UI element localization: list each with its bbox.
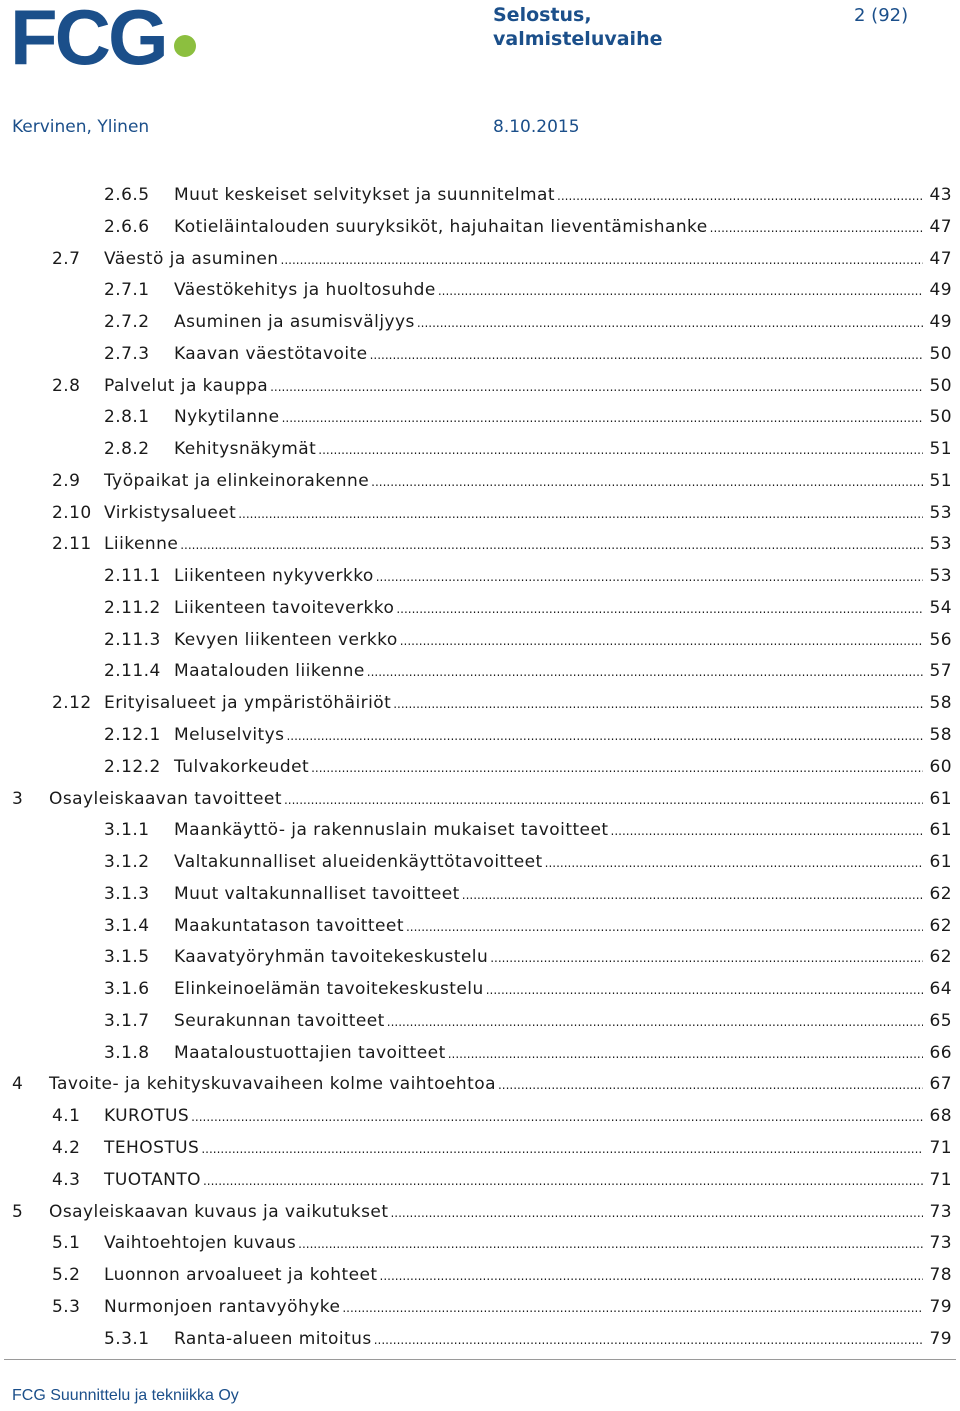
toc-entry-number: 5.1 [52, 1233, 81, 1254]
toc-entry-number: 3.1.6 [104, 979, 150, 1000]
toc-entry[interactable] [0, 1006, 960, 1038]
toc-entry-body [49, 788, 952, 811]
toc-entry-title: Luonnon arvoalueet ja kohteet [104, 1265, 378, 1286]
toc-dot-leader [710, 217, 924, 239]
toc-entry[interactable] [0, 1069, 960, 1101]
toc-dot-leader [390, 1202, 923, 1224]
toc-entry-title: Maataloustuottajien tavoitteet [174, 1042, 446, 1063]
toc-entry-number: 4.1 [52, 1106, 81, 1127]
toc-entry-page: 61 [929, 852, 952, 873]
toc-entry-page: 58 [929, 693, 952, 714]
toc-entry-body [104, 1296, 952, 1319]
toc-entry[interactable] [0, 1324, 960, 1356]
toc-entry-page: 62 [929, 915, 952, 936]
toc-entry-body [174, 216, 952, 239]
toc-dot-leader [438, 280, 924, 302]
toc-entry-body [104, 470, 952, 493]
toc-entry[interactable] [0, 434, 960, 466]
toc-entry-body [174, 406, 952, 429]
toc-entry-number: 2.6.5 [104, 185, 150, 205]
toc-dot-leader [284, 789, 924, 811]
toc-entry[interactable] [0, 402, 960, 434]
toc-entry-page: 43 [929, 185, 952, 205]
toc-entry[interactable] [0, 1133, 960, 1165]
toc-dot-leader [611, 820, 924, 842]
toc-entry-number: 4.3 [52, 1169, 81, 1190]
toc-entry-number: 2.7.2 [104, 312, 150, 333]
toc-entry-title: Muut valtakunnalliset tavoitteet [174, 883, 460, 904]
toc-entry-title: Asuminen ja asumisväljyys [174, 312, 415, 333]
toc-dot-leader [545, 852, 924, 874]
toc-entry-page: 64 [929, 979, 952, 1000]
toc-entry-number: 3.1.8 [104, 1042, 150, 1063]
toc-dot-leader [376, 566, 924, 588]
toc-entry-page: 61 [929, 820, 952, 841]
toc-entry-number: 2.11.4 [104, 661, 161, 682]
toc-dot-leader [298, 1233, 923, 1255]
toc-entry-number: 2.12.2 [104, 756, 161, 777]
toc-entry[interactable] [0, 307, 960, 339]
toc-entry-page: 67 [929, 1074, 952, 1095]
toc-entry-body [174, 883, 952, 906]
toc-entry-body [104, 502, 952, 525]
toc-entry-page: 57 [929, 661, 952, 682]
toc-entry-title: Nurmonjoen rantavyöhyke [104, 1296, 341, 1317]
toc-dot-leader [201, 1138, 923, 1160]
toc-entry-page: 79 [929, 1328, 952, 1349]
toc-entry-page: 47 [929, 216, 952, 237]
toc-entry-number: 4 [12, 1074, 24, 1095]
toc-entry-title: Liikenne [104, 534, 179, 555]
toc-entry-number: 2.6.6 [104, 216, 150, 237]
footer-divider [4, 1359, 956, 1360]
toc-entry[interactable] [0, 656, 960, 688]
toc-entry-number: 2.11.1 [104, 566, 161, 587]
toc-dot-leader [380, 1265, 924, 1287]
footer-company-name: FCG Suunnittelu ja tekniikka Oy [12, 1387, 239, 1404]
toc-entry-number: 5 [12, 1201, 24, 1222]
toc-entry[interactable] [0, 784, 960, 816]
toc-dot-leader [282, 407, 924, 429]
toc-dot-leader [406, 916, 923, 938]
toc-entry-title: Palvelut ja kauppa [104, 375, 269, 396]
toc-dot-leader [270, 376, 923, 398]
document-title: Selostus, valmisteluvaihe [493, 4, 663, 50]
toc-entry-page: 60 [929, 756, 952, 777]
toc-entry-number: 5.2 [52, 1265, 81, 1286]
toc-entry[interactable] [0, 212, 960, 244]
toc-entry-title: Ranta-alueen mitoitus [174, 1328, 372, 1349]
toc-entry-page: 53 [929, 502, 952, 523]
toc-dot-leader [490, 947, 923, 969]
toc-entry[interactable] [0, 244, 960, 276]
toc-entry-page: 50 [929, 375, 952, 396]
toc-entry[interactable] [0, 498, 960, 530]
toc-entry-title: Nykytilanne [174, 407, 280, 428]
toc-entry-page: 49 [929, 312, 952, 333]
toc-entry-page: 47 [929, 248, 952, 269]
toc-dot-leader [203, 1170, 923, 1192]
toc-dot-leader [387, 1011, 924, 1033]
toc-entry-body [104, 533, 952, 556]
toc-entry-number: 2.7.3 [104, 343, 150, 364]
toc-entry[interactable] [0, 720, 960, 752]
toc-entry-title: Maatalouden liikenne [174, 661, 365, 682]
toc-entry-body [174, 946, 952, 969]
toc-entry-page: 53 [929, 566, 952, 587]
toc-dot-leader [238, 503, 923, 525]
toc-entry-number: 5.3.1 [104, 1328, 150, 1349]
toc-entry[interactable] [0, 1197, 960, 1229]
toc-entry-number: 3 [12, 788, 24, 809]
toc-entry[interactable] [0, 593, 960, 625]
toc-entry-title: Kotieläintalouden suuryksiköt, hajuhaitan lieventämishanke [174, 216, 708, 237]
toc-entry-title: Elinkeinoelämän tavoitekeskustelu [174, 979, 484, 1000]
toc-entry[interactable] [0, 339, 960, 371]
toc-entry-number: 2.8.1 [104, 407, 150, 428]
toc-entry-body [174, 819, 952, 842]
toc-entry[interactable] [0, 561, 960, 593]
toc-entry-title: Kaavan väestötavoite [174, 343, 368, 364]
toc-entry-title: Valtakunnalliset alueidenkäyttötavoitteet [174, 852, 543, 873]
toc-entry-body [104, 1169, 952, 1192]
toc-entry-body [174, 279, 952, 302]
page-number: 2 (92) [854, 5, 909, 26]
toc-entry-number: 2.10 [52, 502, 92, 523]
toc-entry-body [104, 375, 952, 398]
fcg-logo [10, 0, 200, 70]
fcg-logo-dot [174, 35, 196, 57]
document-date: 8.10.2015 [493, 117, 580, 137]
toc-entry-body [174, 597, 952, 620]
toc-entry-title: TUOTANTO [104, 1169, 201, 1190]
toc-entry-body [174, 1010, 952, 1033]
toc-entry-body [174, 978, 952, 1001]
toc-entry[interactable] [0, 371, 960, 403]
toc-dot-leader [342, 1297, 923, 1319]
toc-entry-number: 2.8 [52, 375, 81, 396]
toc-entry-page: 73 [929, 1201, 952, 1222]
toc-entry-title: Kevyen liikenteen verkko [174, 629, 398, 650]
toc-entry-page: 66 [929, 1042, 952, 1063]
toc-dot-leader [367, 661, 924, 683]
toc-entry-number: 5.3 [52, 1296, 81, 1317]
toc-entry-page: 58 [929, 725, 952, 746]
toc-entry-page: 78 [929, 1265, 952, 1286]
toc-entry-title: Työpaikat ja elinkeinorakenne [104, 470, 370, 491]
toc-entry-page: 62 [929, 883, 952, 904]
toc-entry-number: 3.1.5 [104, 947, 150, 968]
toc-entry-body [49, 1201, 952, 1224]
toc-dot-leader [400, 630, 924, 652]
toc-entry[interactable] [0, 1292, 960, 1324]
toc-dot-leader [498, 1074, 924, 1096]
toc-entry[interactable] [0, 625, 960, 657]
toc-entry-number: 2.7.1 [104, 280, 150, 301]
toc-entry-page: 68 [929, 1106, 952, 1127]
toc-entry[interactable] [0, 1260, 960, 1292]
toc-dot-leader [191, 1106, 923, 1128]
toc-dot-leader [180, 534, 923, 556]
toc-entry-body [174, 343, 952, 366]
toc-entry-number: 2.12.1 [104, 725, 161, 746]
toc-entry[interactable] [0, 815, 960, 847]
toc-entry-body [174, 660, 952, 683]
toc-entry[interactable] [0, 1165, 960, 1197]
toc-entry-title: Maankäyttö- ja rakennuslain mukaiset tavoitteet [174, 820, 609, 841]
toc-dot-leader [374, 1329, 924, 1351]
toc-entry-page: 62 [929, 947, 952, 968]
toc-entry-title: Meluselvitys [174, 725, 285, 746]
toc-entry-title: KUROTUS [104, 1106, 190, 1127]
toc-entry-page: 53 [929, 534, 952, 555]
toc-dot-leader [318, 439, 923, 461]
toc-entry-page: 51 [929, 439, 952, 460]
toc-entry-body [104, 692, 952, 715]
table-of-contents [0, 180, 960, 1355]
toc-entry-title: Erityisalueet ja ympäristöhäiriöt [104, 693, 392, 714]
toc-entry-page: 49 [929, 280, 952, 301]
toc-entry-body [174, 724, 952, 747]
toc-dot-leader [370, 344, 924, 366]
toc-entry-number: 3.1.7 [104, 1010, 150, 1031]
toc-entry-number: 3.1.2 [104, 852, 150, 873]
toc-dot-leader [486, 979, 924, 1001]
toc-entry-number: 2.7 [52, 248, 81, 269]
toc-entry-title: Liikenteen nykyverkko [174, 566, 374, 587]
document-authors: Kervinen, Ylinen [12, 117, 150, 137]
toc-entry[interactable] [0, 879, 960, 911]
toc-entry-number: 4.2 [52, 1137, 81, 1158]
toc-entry-number: 2.12 [52, 693, 92, 714]
toc-entry-title: Virkistysalueet [104, 502, 237, 523]
toc-entry-body [174, 1328, 952, 1351]
toc-entry-number: 2.8.2 [104, 439, 150, 460]
toc-entry-title: Muut keskeiset selvitykset ja suunnitelmat [174, 185, 556, 205]
toc-dot-leader [371, 471, 923, 493]
toc-entry-body [174, 629, 952, 652]
toc-dot-leader [417, 312, 924, 334]
toc-entry-number: 2.11.2 [104, 597, 161, 618]
toc-entry-title: Kaavatyöryhmän tavoitekeskustelu [174, 947, 489, 968]
toc-entry-page: 50 [929, 343, 952, 364]
toc-entry-title: Väestökehitys ja huoltosuhde [174, 280, 436, 301]
toc-entry-body [104, 248, 952, 271]
toc-entry[interactable] [0, 180, 960, 212]
toc-entry-title: Osayleiskaavan kuvaus ja vaikutukset [49, 1201, 389, 1222]
toc-entry-number: 3.1.4 [104, 915, 150, 936]
toc-dot-leader [393, 693, 923, 715]
toc-entry-number: 2.11 [52, 534, 92, 555]
toc-entry[interactable] [0, 275, 960, 307]
toc-entry-number: 3.1.3 [104, 883, 150, 904]
toc-entry-page: 54 [929, 597, 952, 618]
toc-entry-page: 71 [929, 1169, 952, 1190]
toc-entry-body [104, 1105, 952, 1128]
toc-entry-title: Vaihtoehtojen kuvaus [104, 1233, 297, 1254]
toc-entry-body [174, 438, 952, 461]
toc-entry-body [49, 1073, 952, 1096]
toc-dot-leader [311, 757, 923, 779]
toc-entry-body [104, 1264, 952, 1287]
toc-dot-leader [557, 185, 923, 207]
toc-entry-title: Tavoite- ja kehityskuvavaiheen kolme vaihtoehtoa [49, 1074, 496, 1095]
toc-entry-page: 73 [929, 1233, 952, 1254]
toc-entry-body [104, 1137, 952, 1160]
toc-entry-number: 2.9 [52, 470, 81, 491]
toc-entry[interactable] [0, 942, 960, 974]
toc-entry-body [174, 1042, 952, 1065]
toc-entry[interactable] [0, 1228, 960, 1260]
toc-entry-number: 2.11.3 [104, 629, 161, 650]
toc-entry-title: Väestö ja asuminen [104, 248, 279, 269]
toc-entry-body [174, 756, 952, 779]
toc-entry-title: Osayleiskaavan tavoitteet [49, 788, 282, 809]
toc-entry-body [174, 565, 952, 588]
toc-entry-page: 50 [929, 407, 952, 428]
toc-dot-leader [396, 598, 923, 620]
toc-entry-title: Liikenteen tavoiteverkko [174, 597, 395, 618]
toc-entry[interactable] [0, 911, 960, 943]
toc-entry[interactable] [0, 688, 960, 720]
toc-dot-leader [448, 1043, 924, 1065]
toc-entry-title: Maakuntatason tavoitteet [174, 915, 404, 936]
toc-entry[interactable] [0, 529, 960, 561]
toc-entry[interactable] [0, 752, 960, 784]
toc-entry-title: TEHOSTUS [104, 1137, 200, 1158]
toc-entry[interactable] [0, 1038, 960, 1070]
toc-entry-body [104, 1232, 952, 1255]
toc-entry-number: 3.1.1 [104, 820, 150, 841]
toc-entry-body [174, 311, 952, 334]
toc-entry-page: 71 [929, 1137, 952, 1158]
toc-dot-leader [286, 725, 923, 747]
toc-entry-page: 56 [929, 629, 952, 650]
toc-entry-title: Kehitysnäkymät [174, 439, 317, 460]
toc-entry-body [174, 184, 952, 207]
toc-entry[interactable] [0, 1101, 960, 1133]
toc-dot-leader [281, 249, 924, 271]
toc-entry-title: Seurakunnan tavoitteet [174, 1010, 385, 1031]
toc-entry-page: 79 [929, 1296, 952, 1317]
toc-entry-page: 51 [929, 470, 952, 491]
toc-entry-body [174, 851, 952, 874]
toc-entry[interactable] [0, 847, 960, 879]
toc-entry-page: 65 [929, 1010, 952, 1031]
toc-dot-leader [462, 884, 924, 906]
toc-entry-title: Tulvakorkeudet [174, 756, 310, 777]
toc-entry-body [174, 915, 952, 938]
toc-entry[interactable] [0, 974, 960, 1006]
fcg-logo-text: FCG [10, 0, 166, 70]
toc-entry[interactable] [0, 466, 960, 498]
toc-entry-page: 61 [929, 788, 952, 809]
